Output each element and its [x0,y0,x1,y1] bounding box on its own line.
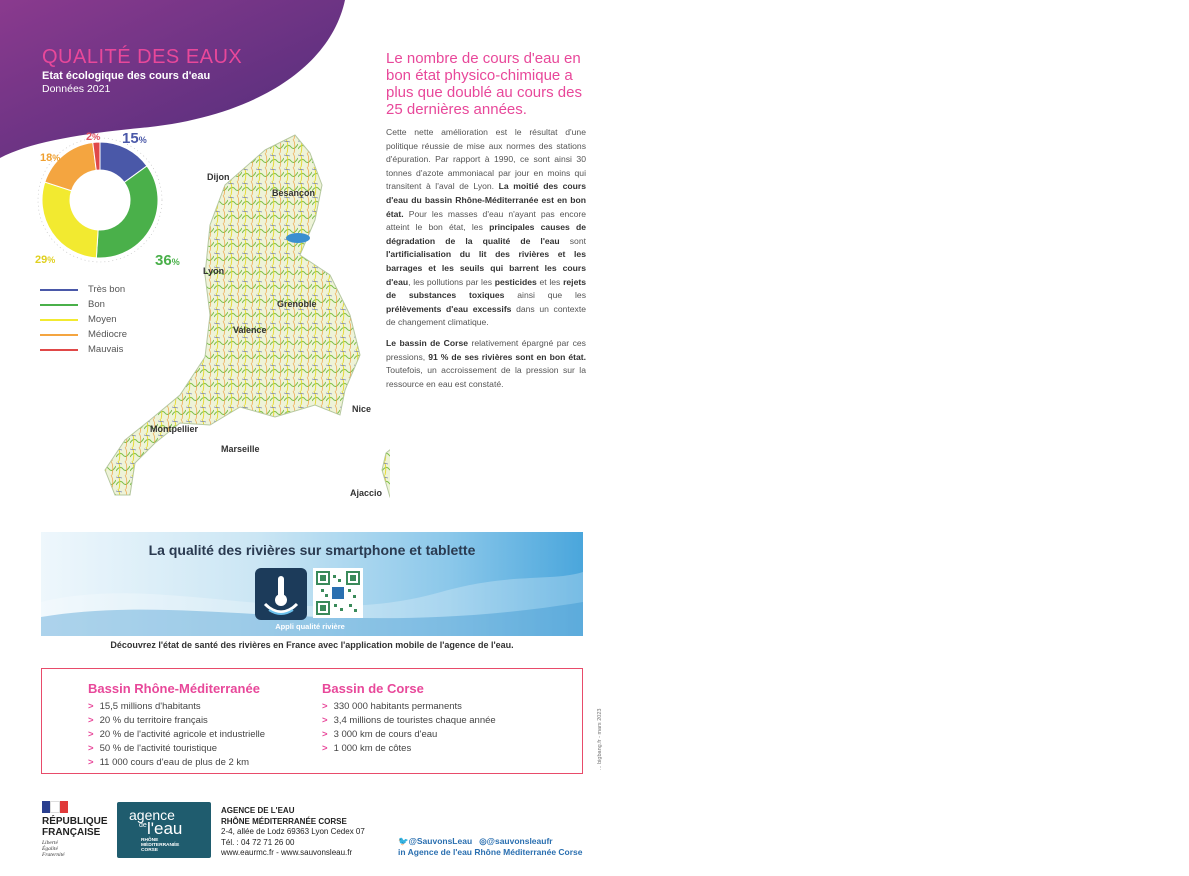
pct-label-mediocre: 18% [40,152,61,164]
legend-item [40,312,127,327]
chevron-right-icon: > [88,701,94,712]
pct-label-mauvais: 2% [86,131,101,143]
agency-name: RHÔNE MÉDITERRANÉE CORSE [221,816,347,826]
legend-label: Bon [88,299,105,310]
legend-item [40,327,127,342]
twitter-icon: 🐦 [398,836,409,846]
city-label: Dijon [207,172,230,182]
legend-swatch [40,304,78,306]
qr-code[interactable] [313,568,363,618]
city-label: Valence [233,325,267,335]
qr-code-icon [316,571,360,615]
chevron-right-icon: > [322,715,328,726]
pct-label-moyen: 29% [35,254,56,266]
twitter-link[interactable]: @SauvonsLeau [408,836,473,846]
chevron-right-icon: > [88,743,94,754]
legend-swatch [40,334,78,336]
chevron-right-icon: > [322,729,328,740]
city-label: Lyon [203,266,225,276]
legend-label: Très bon [88,284,126,295]
agency-name: AGENCE DE L'EAU [221,806,295,815]
page-subtitle: Etat écologique des cours d'eau [42,70,211,82]
basin-fact: > 330 000 habitants permanents [322,701,462,712]
blank-margin [625,0,1189,876]
linkedin-icon: in [398,847,408,857]
chevron-right-icon: > [88,757,94,768]
republique-francaise [42,816,108,838]
article-headline: Le nombre de cours d'eau en bon état physico-chimique a plus que doublé au cours des 25 dernières années. [386,50,582,118]
banner-title: La qualité des rivières sur smartphone et tablette [148,542,476,558]
article-body [386,126,586,398]
legend-label: Moyen [88,314,117,325]
social-row [398,836,583,847]
logo-text: agence [129,807,175,823]
thermometer-drop-icon [255,568,307,620]
logo-text: l'eau [147,819,183,838]
app-label: Appli qualité rivière [275,622,345,631]
legend-swatch [40,349,78,351]
map-legend [40,282,127,357]
basin-rhone-mediterranee-facts [88,681,265,770]
donut-slice-m-diocre [45,142,96,190]
legend-swatch [40,289,78,291]
discover-text: Découvrez l'état de santé des rivières en France avec l'application mobile de l'agence de l'eau. [110,640,514,650]
city-label: Nice [352,404,372,414]
donut-slice-moyen [42,182,98,258]
city-label: Grenoble [277,299,317,309]
basin-corse-facts [322,681,496,756]
agency-phone: Tél. : 04 72 71 26 00 [221,837,295,847]
logo-text: de [139,822,147,829]
app-icon[interactable] [255,568,307,620]
legend-item [40,282,127,297]
basin-fact: > 11 000 cours d'eau de plus de 2 km [88,757,250,768]
donut-slice-bon [96,166,158,258]
basin-title: Bassin Rhône-Méditerranée [88,681,260,696]
legend-label: Mauvais [88,344,124,355]
agency-address: 2-4, allée de Lodz 69363 Lyon Cedex 07 [221,827,365,836]
basin-fact: > 20 % de l'activité agricole et industrielle [88,729,266,740]
basin-fact: > 3 000 km de cours d'eau [322,729,438,740]
city-label: Ajaccio [350,488,383,498]
instagram-link[interactable]: @sauvonsleaufr [486,836,553,846]
motto-line: Fraternité [42,852,65,858]
article-paragraph: Cette nette amélioration est le résultat d'une politique réussie de mise aux normes des stations d'épuration. Par rapport à 1990, ce sont ainsi 30 tonnes d'azote ammoniacal par jour en moins qui transitent à l'aval de Lyon. La moitié des cours d'eau du bassin Rhône-Méditerranée est en bon état. Pour les masses d'eau n'ayant pas encore atteint le bon état, les principales causes de dégradation de la qualité de l'eau sont l'artificialisation du lit des rivières et les barrages et les seuils qui barrent les cours d'eau, les pollutions par les pesticides et les rejets de substances toxiques ainsi que les prélèvements d'eau excessifs dans un contexte de changement climatique. [386,127,587,328]
page-title: QUALITÉ DES EAUX [42,46,243,68]
motto-line: Égalité [42,846,58,852]
agency-contact [221,806,365,859]
rf-line: FRANÇAISE [42,827,101,838]
legend-swatch [40,319,78,321]
instagram-icon: ◎ [479,836,487,846]
motto [42,840,65,858]
social-links [398,836,583,858]
chevron-right-icon: > [322,701,328,712]
chevron-right-icon: > [88,715,94,726]
logo-subtitle: RHÔNE MÉDITERRANÉE CORSE [141,838,180,854]
print-credit [594,690,604,770]
legend-item [40,297,127,312]
basin-fact: > 20 % du territoire français [88,715,208,726]
basin-fact: > 15,5 millions d'habitants [88,701,201,712]
agence-de-leau-logo[interactable] [117,802,211,858]
legend-item [40,342,127,357]
chevron-right-icon: > [88,729,94,740]
city-label: Montpellier [150,424,199,434]
motto-line: Liberté [42,840,58,846]
data-year: Données 2021 [42,83,111,95]
agency-website-link[interactable]: www.eaurmc.fr - www.sauvonsleau.fr [221,848,353,857]
pct-label-tres-bon: 15% [122,130,147,147]
basin-corse [382,425,390,521]
linkedin-link[interactable]: Agence de l'eau Rhône Méditerranée Corse [407,847,583,857]
rf-line: RÉPUBLIQUE [42,816,108,827]
basins-box [41,668,583,774]
print-credit-text: ... bigbang.fr - mars 2023 [597,708,603,770]
city-label: Marseille [221,444,260,454]
basin-fact: > 3,4 millions de touristes chaque année [322,715,496,726]
legend-label: Médiocre [88,329,128,340]
chevron-right-icon: > [322,743,328,754]
basin-fact: > 1 000 km de côtes [322,743,412,754]
pct-label-bon: 36% [155,252,180,269]
city-label: Besançon [272,188,316,198]
article-paragraph: Le bassin de Corse relativement épargné par ces pressions, 91 % de ses rivières sont en bon état. Toutefois, un accroissement de la pression sur la ressource en eau est constaté. [386,337,586,389]
basin-fact: > 50 % de l'activité touristique [88,743,218,754]
basin-title: Bassin de Corse [322,681,424,696]
social-row [398,847,583,858]
french-flag-icon [42,801,68,813]
app-banner [41,532,583,636]
